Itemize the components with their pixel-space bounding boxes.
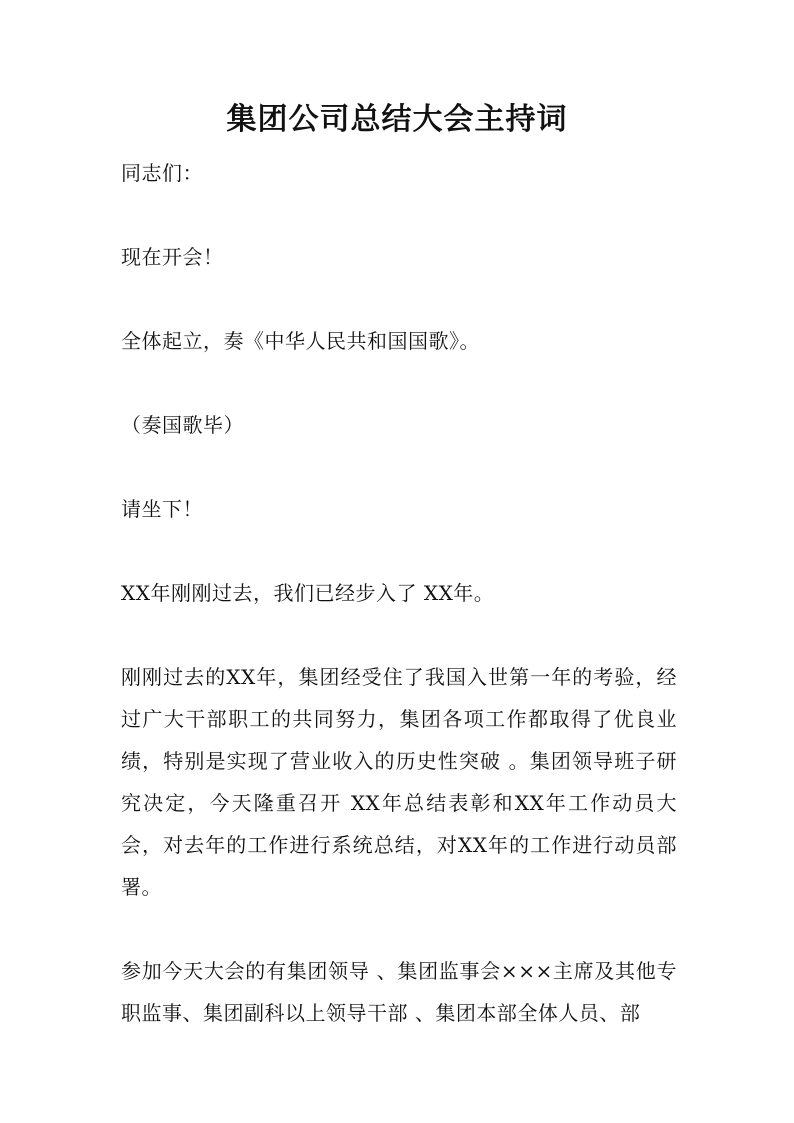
paragraph-review: 刚刚过去的XX年，集团经受住了我国入世第一年的考验，经过广大干部职工的共同努力，集团各项工作都取得了优良业绩，特别是实现了营业收入的历史性突破 。集团领导班子研究决定，今天隆重召开 XX年总结表彰和XX年工作动员大会，对去年的工作进行系统总结，对XX年的工作进行动员部署。 xyxy=(121,665,677,899)
paragraph-new-year: XX年刚刚过去，我们已经步入了 XX年。 xyxy=(121,581,495,605)
document-title: 集团公司总结大会主持词 xyxy=(226,102,568,137)
paragraph-attendees: 参加今天大会的有集团领导 、集团监事会×××主席及其他专职监事、集团副科以上领导干部 、集团本部全体人员、部 xyxy=(121,959,677,1025)
paragraph-greeting: 同志们： xyxy=(121,161,203,185)
paragraph-anthem: 全体起立，奏《中华人民共和国国歌》。 xyxy=(121,329,480,353)
document-body xyxy=(121,152,677,1076)
paragraph-anthem-end: （奏国歌毕） xyxy=(121,413,244,437)
paragraph-sit-down: 请坐下！ xyxy=(121,497,203,521)
paragraph-open-meeting: 现在开会！ xyxy=(121,245,224,269)
